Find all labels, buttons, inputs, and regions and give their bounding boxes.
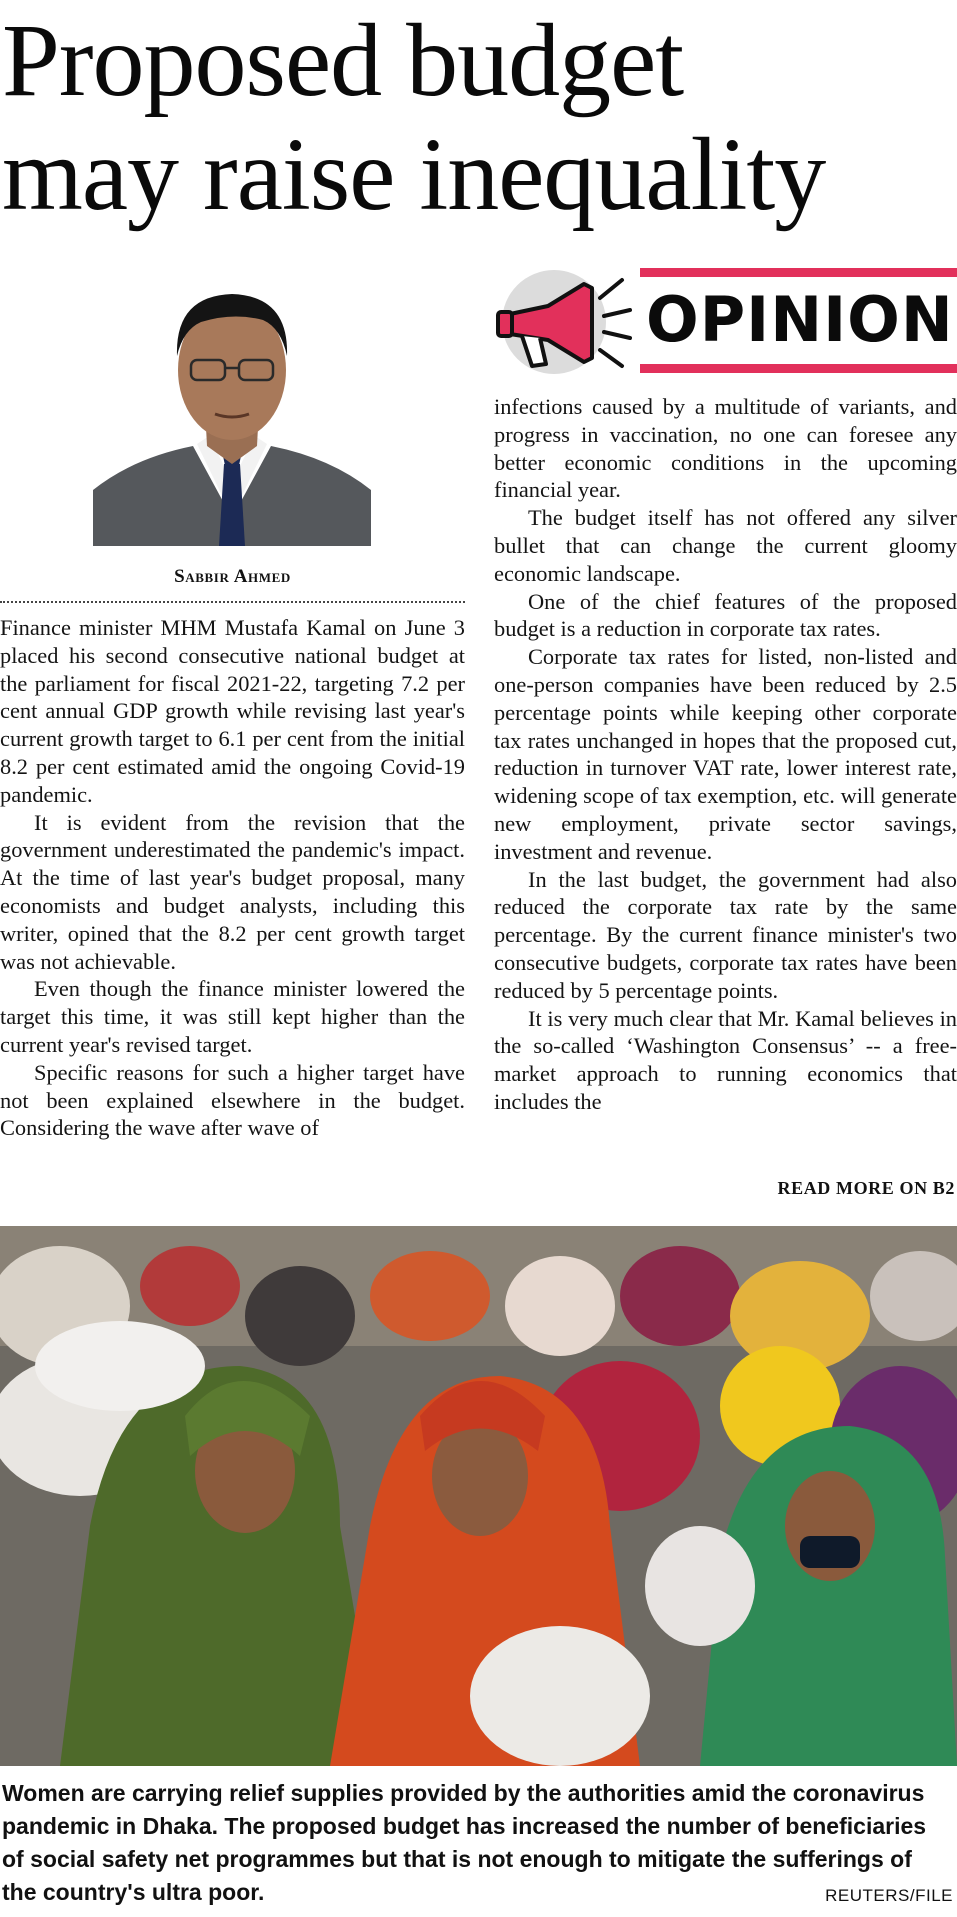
headline [2, 4, 952, 232]
headline-line-1: Proposed budget [2, 3, 684, 118]
photo-credit: REUTERS/FILE [825, 1886, 953, 1905]
article-column-right [494, 393, 957, 1116]
article-column-left [0, 614, 465, 1142]
photo-caption: Women are carrying relief supplies provided by the authorities amid the coronavirus pandemic in Dhaka. The proposed budget has increased the number of beneficiaries of social safety net programmes but that is not enough to mitigate the sufferings of the country's ultra poor. [2, 1780, 927, 1905]
article-paragraph: Specific reasons for such a higher target have not been explained elsewhere in the budget. Considering the wave after wave of [0, 1059, 465, 1141]
read-more-link[interactable]: READ MORE ON B2 [777, 1178, 955, 1198]
section-label: OPINION [646, 283, 954, 356]
opinion-banner [492, 262, 957, 382]
article-paragraph: One of the chief features of the proposed budget is a reduction in corporate tax rates. [494, 588, 957, 642]
article-paragraph: infections caused by a multitude of variants, and progress in vaccination, no one can foresee any better economic conditions in the upcoming financial year. [494, 394, 957, 503]
article-paragraph: Finance minister MHM Mustafa Kamal on June 3 placed his second consecutive national budget at the parliament for fiscal 2021-22, targeting 7.2 per cent annual GDP growth while revising last year's current growth target to 6.1 per cent from the initial 8.2 per cent estimated amid the ongoing Covid-19 pandemic. [0, 615, 465, 807]
author-portrait [93, 268, 371, 546]
megaphone-icon [492, 266, 632, 378]
article-paragraph: It is evident from the revision that the government underestimated the pandemic's impact. At the time of last year's budget proposal, many economists and budget analysts, including this writer, opined that the 8.2 per cent growth target was not achievable. [0, 809, 465, 974]
opinion-bar-bottom [640, 364, 957, 373]
article-paragraph: The budget itself has not offered any silver bullet that can change the current gloomy economic landscape. [494, 505, 957, 586]
headline-line-2: may raise inequality [2, 117, 826, 232]
article-paragraph: It is very much clear that Mr. Kamal believes in the so-called ‘Washington Consensus’ -- a free-market approach to running economics that includes the [494, 1005, 957, 1114]
news-photo [0, 1226, 957, 1766]
article-paragraph: In the last budget, the government had also reduced the corporate tax rate by the same percentage. By the current finance minister's two consecutive budgets, corporate tax rates have been reduced by 5 percentage points. [494, 866, 957, 1003]
article-paragraph: Even though the finance minister lowered the target this time, it was still kept higher than the current year's revised target. [0, 976, 465, 1057]
byline-divider [0, 601, 465, 603]
author-byline: Sabbir Ahmed [174, 566, 291, 587]
article-paragraph: Corporate tax rates for listed, non-listed and one-person companies have been reduced by 2.5 percentage points while keeping other corporate tax rates unchanged in hopes that the proposed cut, reduction in turnover VAT rate, lower interest rate, widening scope of tax exemption, etc. will generate new employment, private sector savings, investment and revenue. [494, 644, 957, 864]
